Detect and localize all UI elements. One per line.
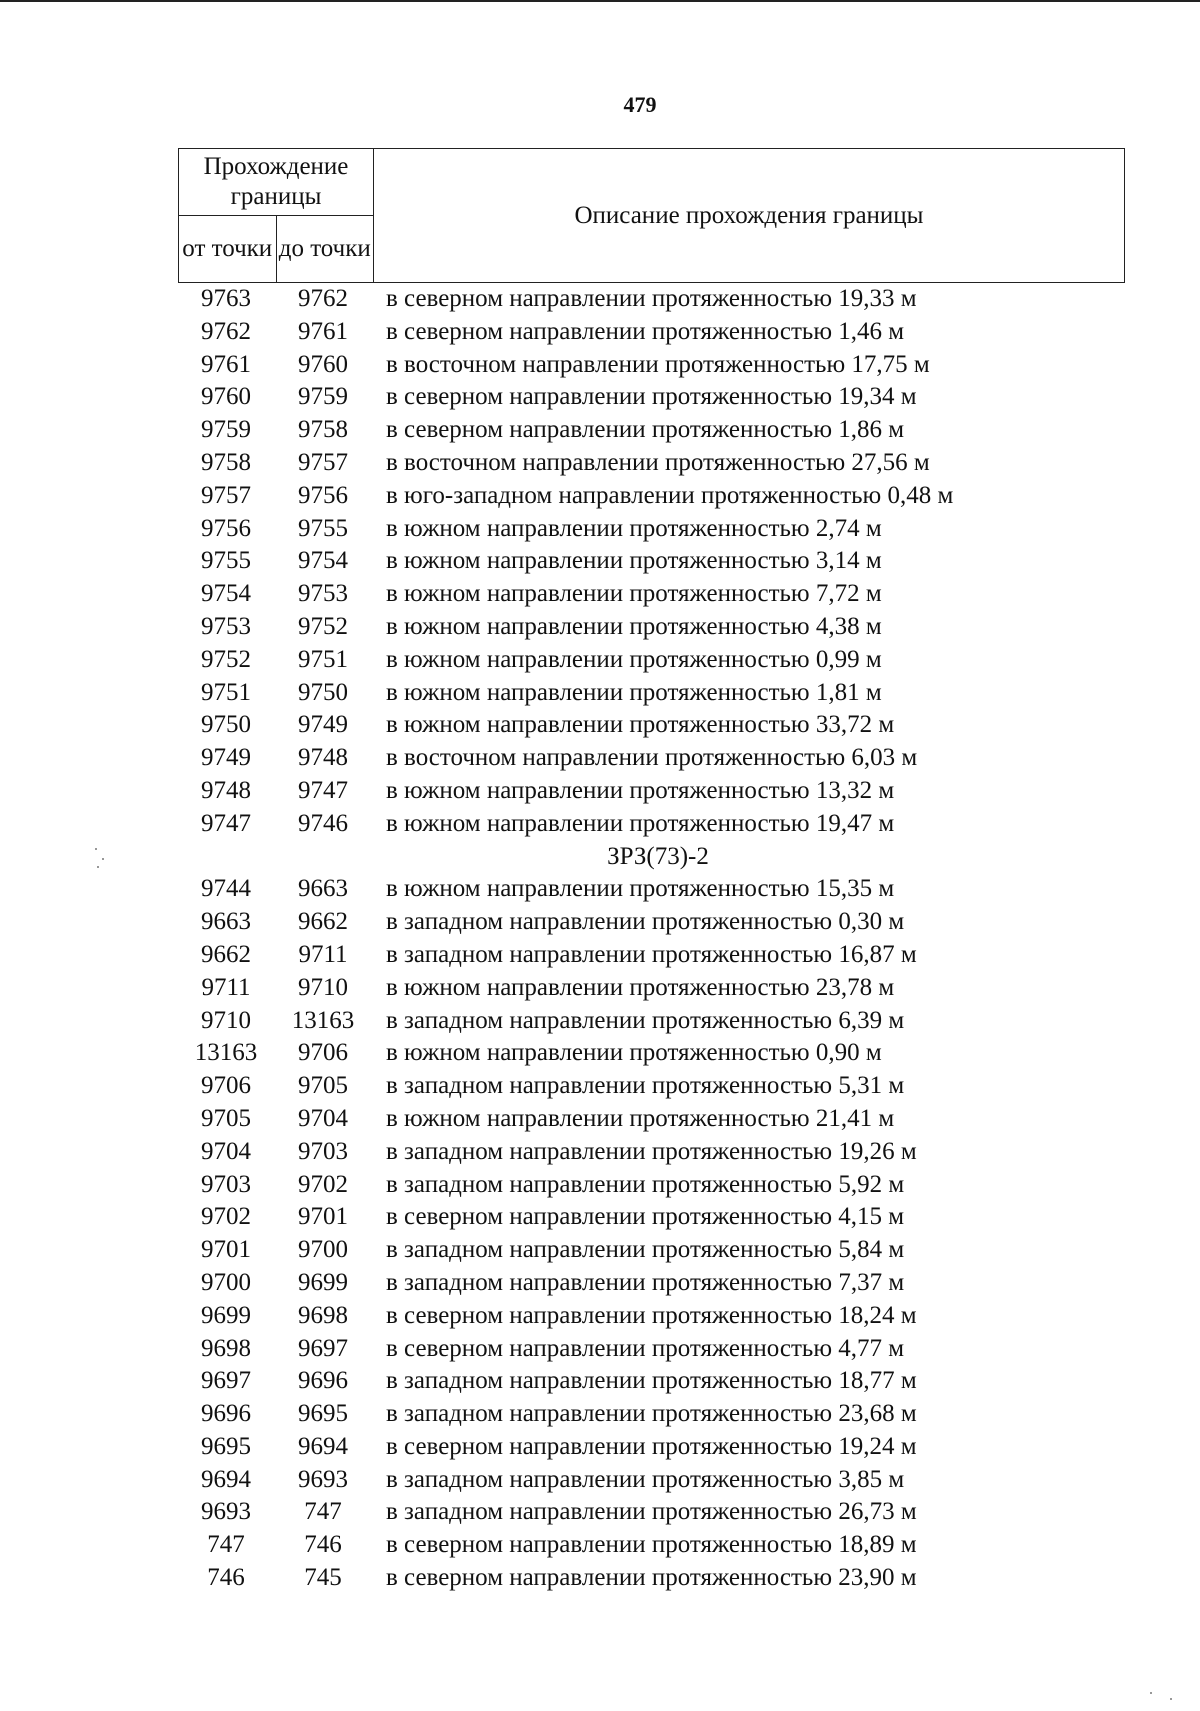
from-point-cell: 9747 <box>201 809 251 837</box>
description-cell: в южном направлении протяженностью 7,72 м <box>386 580 882 608</box>
from-point-cell: 9695 <box>201 1432 251 1460</box>
description-cell: в западном направлении протяженностью 6,39 м <box>386 1006 905 1034</box>
from-point-cell: 9757 <box>201 481 251 509</box>
to-point-cell: 9702 <box>298 1170 348 1198</box>
description-cell: в северном направлении протяженностью 1,86 м <box>386 416 905 444</box>
table-row <box>178 677 1128 710</box>
table-row <box>178 972 1128 1005</box>
description-cell: в северном направлении протяженностью 19,24 м <box>386 1432 917 1460</box>
from-point-cell: 9754 <box>201 580 251 608</box>
from-point-cell: 747 <box>207 1531 245 1559</box>
table-row <box>178 644 1128 677</box>
to-point-cell: 9761 <box>298 317 348 345</box>
table-row <box>178 1136 1128 1169</box>
description-cell: в южном направлении протяженностью 19,47 м <box>386 809 895 837</box>
from-point-cell: 9761 <box>201 350 251 378</box>
table-row <box>178 1333 1128 1366</box>
to-point-cell: 9758 <box>298 416 348 444</box>
from-point-cell: 9702 <box>201 1203 251 1231</box>
boundary-table-body <box>178 283 1128 1595</box>
to-point-cell: 9746 <box>298 809 348 837</box>
to-point-cell: 745 <box>304 1564 342 1592</box>
from-point-cell: 9693 <box>201 1498 251 1526</box>
to-point-cell: 9750 <box>298 678 348 706</box>
description-cell: в северном направлении протяженностью 18,24 м <box>386 1301 917 1329</box>
description-cell: в северном направлении протяженностью 19,33 м <box>386 285 917 312</box>
to-point-cell: 9760 <box>298 350 348 378</box>
from-point-cell: 9710 <box>201 1006 251 1034</box>
to-point-cell: 9704 <box>298 1104 348 1132</box>
from-point-cell: 9704 <box>201 1137 251 1165</box>
description-cell: в северном направлении протяженностью 4,15 м <box>386 1203 905 1231</box>
from-point-cell: 9751 <box>201 678 251 706</box>
table-row <box>178 1300 1128 1333</box>
to-point-cell: 747 <box>304 1498 342 1526</box>
scan-speck <box>1150 1692 1152 1694</box>
description-cell: в западном направлении протяженностью 18,77 м <box>386 1367 917 1395</box>
from-point-cell: 9759 <box>201 416 251 444</box>
from-point-cell: 9760 <box>201 383 251 411</box>
from-point-cell: 9748 <box>201 776 251 804</box>
table-row <box>178 775 1128 808</box>
page-number: 479 <box>623 92 657 117</box>
table-row <box>178 742 1128 775</box>
table-row <box>178 1037 1128 1070</box>
from-point-cell: 9752 <box>201 645 251 673</box>
rows-part1 <box>178 283 1128 841</box>
description-cell: в южном направлении протяженностью 15,35 м <box>386 875 895 903</box>
table-row <box>178 1398 1128 1431</box>
to-point-cell: 9703 <box>298 1137 348 1165</box>
to-point-cell: 9748 <box>298 744 348 772</box>
table-row <box>178 414 1128 447</box>
from-point-cell: 9662 <box>201 940 251 968</box>
to-point-cell: 9693 <box>298 1465 348 1493</box>
from-point-cell: 9750 <box>201 711 251 739</box>
table-row <box>178 611 1128 644</box>
from-point-cell: 9701 <box>201 1236 251 1264</box>
description-cell: в западном направлении протяженностью 19,26 м <box>386 1137 917 1165</box>
to-point-cell: 9759 <box>298 383 348 411</box>
to-point-cell: 9706 <box>298 1039 348 1067</box>
to-point-cell: 9710 <box>298 973 348 1001</box>
table-row <box>178 1169 1128 1202</box>
scan-speck <box>97 866 99 868</box>
from-point-cell: 9699 <box>201 1301 251 1329</box>
to-point-cell: 746 <box>304 1531 342 1559</box>
description-cell: в южном направлении протяженностью 21,41 м <box>386 1104 895 1132</box>
table-row <box>178 381 1128 414</box>
to-point-cell: 9757 <box>298 448 348 476</box>
from-point-cell: 9698 <box>201 1334 251 1362</box>
table-row <box>178 1431 1128 1464</box>
table-row <box>178 283 1128 316</box>
description-cell: в восточном направлении протяженностью 17,75 м <box>386 350 930 378</box>
description-cell: в южном направлении протяженностью 3,14 м <box>386 547 882 575</box>
from-point-cell: 9711 <box>201 973 251 1001</box>
table-row <box>178 578 1128 611</box>
to-point-cell: 9754 <box>298 547 348 575</box>
table-row <box>178 545 1128 578</box>
table-row <box>178 316 1128 349</box>
description-cell: в западном направлении протяженностью 5,84 м <box>386 1236 905 1264</box>
description-cell: в восточном направлении протяженностью 27,56 м <box>386 448 930 476</box>
table-row <box>178 480 1128 513</box>
description-cell: в южном направлении протяженностью 33,72 м <box>386 711 895 739</box>
from-point-cell: 9763 <box>201 285 251 312</box>
table-row <box>178 1070 1128 1103</box>
to-point-cell: 9701 <box>298 1203 348 1231</box>
from-point-cell: 9749 <box>201 744 251 772</box>
to-point-cell: 9711 <box>298 940 348 968</box>
from-point-cell: 9697 <box>201 1367 251 1395</box>
to-point-cell: 9753 <box>298 580 348 608</box>
to-point-cell: 9751 <box>298 645 348 673</box>
from-point-cell: 9755 <box>201 547 251 575</box>
from-point-cell: 9706 <box>201 1072 251 1100</box>
from-point-cell: 9762 <box>201 317 251 345</box>
to-point-cell: 9663 <box>298 875 348 903</box>
description-cell: в западном направлении протяженностью 16,87 м <box>386 940 917 968</box>
table-row <box>178 1103 1128 1136</box>
section-title: ЗРЗ(73)-2 <box>607 842 709 870</box>
table-row <box>178 513 1128 546</box>
description-cell: в северном направлении протяженностью 4,77 м <box>386 1334 905 1362</box>
description-cell: в южном направлении протяженностью 13,32 м <box>386 776 895 804</box>
table-row <box>178 808 1128 841</box>
table-row <box>178 1529 1128 1562</box>
rows-part2 <box>178 873 1128 1595</box>
from-point-cell: 9694 <box>201 1465 251 1493</box>
description-cell: в западном направлении протяженностью 0,30 м <box>386 908 905 936</box>
to-point-cell: 9699 <box>298 1268 348 1296</box>
table-row <box>178 906 1128 939</box>
description-cell: в южном направлении протяженностью 2,74 м <box>386 514 882 542</box>
from-point-cell: 9696 <box>201 1400 251 1428</box>
table-row <box>178 349 1128 382</box>
to-point-cell: 9695 <box>298 1400 348 1428</box>
from-point-cell: 9744 <box>201 875 251 903</box>
to-point-cell: 9747 <box>298 776 348 804</box>
from-point-cell: 9663 <box>201 908 251 936</box>
from-point-cell: 13163 <box>194 1039 258 1067</box>
description-cell: в юго-западном направлении протяженностью 0,48 м <box>386 481 954 509</box>
header-from-point: от точки <box>179 216 277 283</box>
from-point-cell: 9753 <box>201 612 251 640</box>
header-description: Описание прохождения границы <box>374 149 1125 283</box>
to-point-cell: 13163 <box>291 1006 355 1034</box>
from-point-cell: 746 <box>207 1564 245 1592</box>
table-row <box>178 447 1128 480</box>
scan-speck <box>102 858 104 860</box>
header-to-point: до точки <box>276 216 374 283</box>
scan-speck <box>1170 1698 1172 1700</box>
from-point-cell: 9703 <box>201 1170 251 1198</box>
to-point-cell: 9697 <box>298 1334 348 1362</box>
table-row <box>178 1464 1128 1497</box>
description-cell: в западном направлении протяженностью 5,92 м <box>386 1170 905 1198</box>
to-point-cell: 9705 <box>298 1072 348 1100</box>
to-point-cell: 9752 <box>298 612 348 640</box>
description-cell: в восточном направлении протяженностью 6,03 м <box>386 744 918 772</box>
to-point-cell: 9698 <box>298 1301 348 1329</box>
table-row <box>178 1201 1128 1234</box>
table-row <box>178 1365 1128 1398</box>
description-cell: в южном направлении протяженностью 0,90 м <box>386 1039 882 1067</box>
table-row <box>178 1496 1128 1529</box>
to-point-cell: 9662 <box>298 908 348 936</box>
from-point-cell: 9756 <box>201 514 251 542</box>
description-cell: в западном направлении протяженностью 5,31 м <box>386 1072 905 1100</box>
description-cell: в западном направлении протяженностью 7,37 м <box>386 1268 905 1296</box>
to-point-cell: 9762 <box>298 285 348 312</box>
header-boundary-passage: Прохождение границы <box>179 149 374 216</box>
table-row <box>178 1267 1128 1300</box>
to-point-cell: 9700 <box>298 1236 348 1264</box>
description-cell: в западном направлении протяженностью 3,85 м <box>386 1465 905 1493</box>
from-point-cell: 9758 <box>201 448 251 476</box>
scan-speck <box>95 848 97 850</box>
to-point-cell: 9694 <box>298 1432 348 1460</box>
description-cell: в южном направлении протяженностью 1,81 м <box>386 678 882 706</box>
description-cell: в южном направлении протяженностью 23,78 м <box>386 973 895 1001</box>
table-row <box>178 1234 1128 1267</box>
table-row <box>178 873 1128 906</box>
to-point-cell: 9696 <box>298 1367 348 1395</box>
to-point-cell: 9749 <box>298 711 348 739</box>
table-row <box>178 1005 1128 1038</box>
description-cell: в западном направлении протяженностью 26,73 м <box>386 1498 917 1526</box>
from-point-cell: 9700 <box>201 1268 251 1296</box>
from-point-cell: 9705 <box>201 1104 251 1132</box>
top-scan-border <box>0 0 1200 2</box>
boundary-table-header <box>178 148 1125 283</box>
description-cell: в северном направлении протяженностью 19,34 м <box>386 383 917 411</box>
to-point-cell: 9756 <box>298 481 348 509</box>
description-cell: в южном направлении протяженностью 4,38 м <box>386 612 882 640</box>
to-point-cell: 9755 <box>298 514 348 542</box>
table-row <box>178 1562 1128 1595</box>
description-cell: в северном направлении протяженностью 1,46 м <box>386 317 905 345</box>
description-cell: в западном направлении протяженностью 23,68 м <box>386 1400 917 1428</box>
table-row <box>178 709 1128 742</box>
description-cell: в южном направлении протяженностью 0,99 м <box>386 645 882 673</box>
description-cell: в северном направлении протяженностью 23,90 м <box>386 1564 917 1592</box>
table-row <box>178 939 1128 972</box>
description-cell: в северном направлении протяженностью 18,89 м <box>386 1531 917 1559</box>
